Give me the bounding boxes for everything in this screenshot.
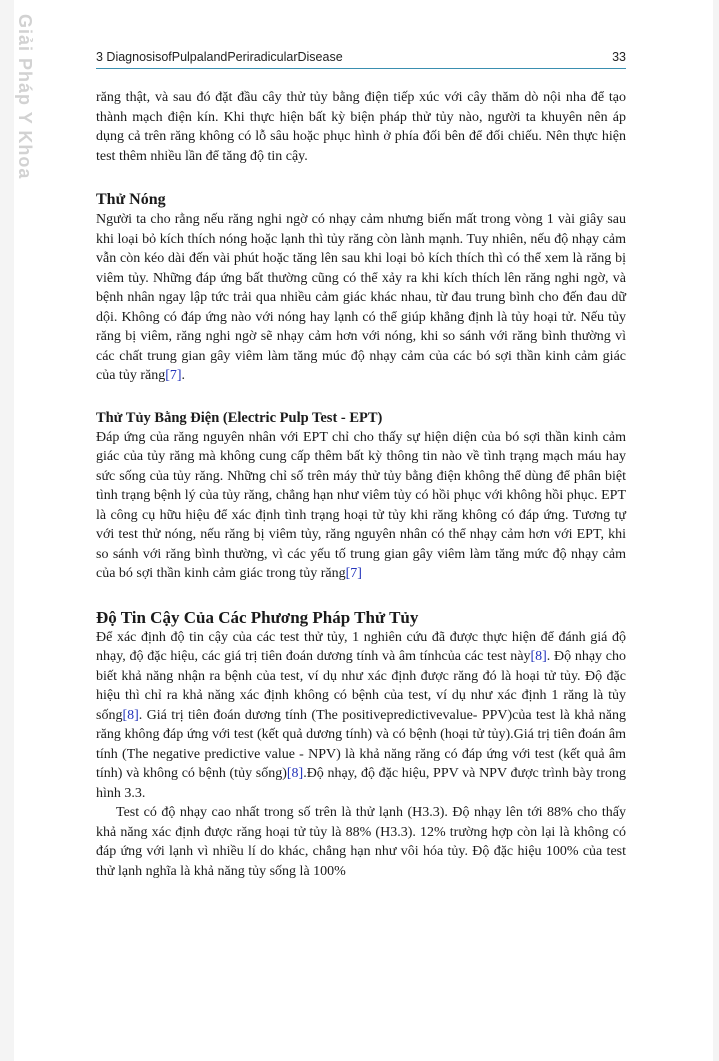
citation-link[interactable]: [8] bbox=[122, 707, 139, 723]
hot-test-end: . bbox=[181, 368, 186, 383]
intro-paragraph: răng thật, và sau đó đặt đầu cây thử tủy bằng điện tiếp xúc với cây thăm dò nội nha để tạo thành mạch điện kín. Khi thực hiện bất kỳ biện pháp thử tủy nào, người ta khuyên nên áp dụng cả trên răng không có lỗ sâu hoặc phục hình ở phía đối bên để đối chiếu. Nên thực hiện test thêm nhiều lần để tăng độ tin cậy. bbox=[96, 90, 626, 164]
citation-link[interactable]: [7] bbox=[345, 566, 362, 581]
reliability-text-a: Để xác định độ tin cậy của các test thử tủy, 1 nghiên cứu đã được thực hiện để đánh giá độ nhạy, độ đặc hiệu, các giá trị tiên đoán dương tính và âm tínhcủa các test này bbox=[96, 629, 626, 664]
reliability-paragraph-1 bbox=[96, 628, 626, 804]
hot-test-paragraph bbox=[96, 210, 626, 386]
watermark: Giải Pháp Y Khoa bbox=[15, 14, 35, 180]
chapter-title: 3 DiagnosisofPulpalandPeriradicularDisease bbox=[96, 50, 343, 64]
ept-paragraph bbox=[96, 428, 626, 584]
reliability-text-d: .Độ nhạy, độ đặc hiệu, PPV và NPV được trình bày trong hình 3.3. bbox=[96, 766, 626, 801]
reliability-text-c: . Giá trị tiên đoán dương tính (The positivepredictivevalue- PPV)của test là khả năng răng không đáp ứng với test (kết quả dương tính) và có bệnh (hoại tử tủy).Giá trị tiên đoán âm tính (The negative predictive value - NPV) là khả năng răng có đáp ứng với test (kết quả âm tính) và không có bệnh (tủy sống) bbox=[96, 707, 626, 781]
ept-text: Đáp ứng của răng nguyên nhân với EPT chỉ cho thấy sự hiện diện của bó sợi thần kinh cảm giác của tủy răng mà không cung cấp thêm bất kỳ thông tin nào về tình trạng mạch máu hay sức sống của tủy răng. Những chỉ số trên máy thử tủy bằng điện không thể dùng để phân biệt tình trạng bệnh lý của tủy răng, chẳng hạn như viêm tủy có hồi phục với không hồi phục. EPT là công cụ hữu hiệu để xác định tình trạng hoại tử tủy khi răng không có đáp ứng. Tương tự với test thử nóng, nếu răng bị viêm tủy, răng nguyên nhân có thể nhạy cảm hơn với EPT, khi so sánh với răng bình thường, vì các yếu tố trung gian gây viêm làm tăng mức độ nhạy cảm của bó sợi thần kinh cảm giác trong tủy răng bbox=[96, 429, 626, 581]
reliability-text-b: . Độ nhạy cho biết khả năng nhận ra bệnh của test, ví dụ như xác định được răng đó là hoại tử tủy. Độ đặc hiệu thì chỉ ra khả năng xác định không có bệnh của test, ví dụ như xác định 1 răng là tủy sống bbox=[96, 649, 626, 723]
citation-link[interactable]: [7] bbox=[165, 368, 182, 383]
citation-link[interactable]: [8] bbox=[286, 766, 304, 781]
section-title-hot-test: Thử Nóng bbox=[96, 191, 166, 208]
running-header bbox=[96, 50, 626, 69]
section-title-reliability: Độ Tin Cậy Của Các Phương Pháp Thử Tủy bbox=[96, 607, 419, 627]
section-title-ept: Thử Tủy Bằng Điện (Electric Pulp Test - EPT) bbox=[96, 409, 383, 426]
page-content bbox=[96, 88, 626, 881]
hot-test-text: Người ta cho rằng nếu răng nghi ngờ có nhạy cảm nhưng biến mất trong vòng 1 vài giây sau khi loại bỏ kích thích nóng hoặc lạnh thì tủy răng còn lành mạnh. Tuy nhiên, nếu độ nhạy cảm vẫn còn kéo dài đến vài phút hoặc tăng lên sau khi loại bỏ kích thích thì có thể xem là răng bị viêm tủy. Những đáp ứng bất thường cũng có thể xảy ra khi kích thích lên răng nghi ngờ, và bệnh nhân ngay lập tức trải qua nhiều cảm giác khác nhau, từ đau trung bình cho đến đau dữ dội. Không có đáp ứng nào với nóng hay lạnh có thể giúp khẳng định là tủy hoại tử. Nếu tủy răng bị viêm, răng nghi ngờ sẽ nhạy cảm hơn với nóng, khi so sánh với răng bình thường vì các chất trung gian gây viêm làm tăng múc độ nhạy cảm của các bó sợi thần kinh cảm giác của tủy răng bbox=[96, 212, 626, 383]
citation-link[interactable]: [8] bbox=[530, 649, 547, 664]
reliability-paragraph-2: Test có độ nhạy cao nhất trong số trên là thử lạnh (H3.3). Độ nhạy lên tới 88% cho thấy khả năng xác định được răng hoại tử tủy là 88% (H3.3). 12% trường hợp còn lại là không có đáp ứng với lạnh vì nhiều lí do khác, chẳng hạn như vôi hóa tủy. Độ đặc hiệu 100% của test thử lạnh nghĩa là khả năng tủy sống là 100% bbox=[96, 805, 626, 879]
page-number: 33 bbox=[612, 50, 626, 64]
